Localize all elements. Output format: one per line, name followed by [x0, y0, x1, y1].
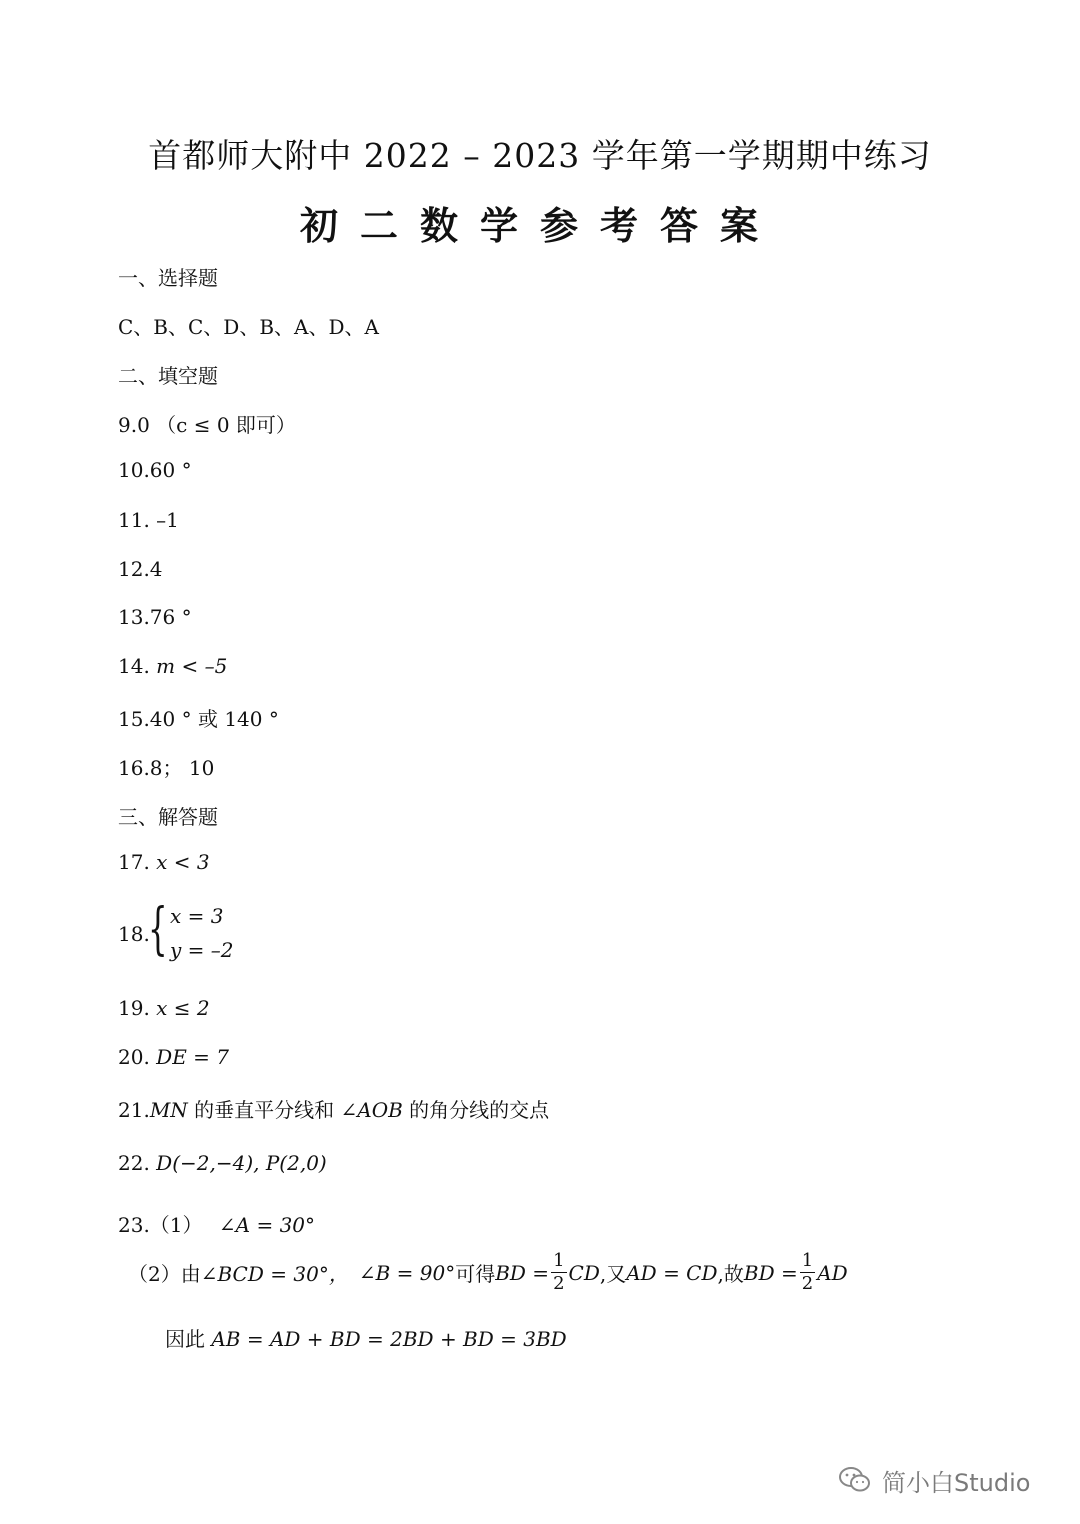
- page-title: 首都师大附中 2022 – 2023 学年第一学期期中练习: [148, 136, 932, 175]
- answer-q14: [118, 654, 227, 678]
- watermark-text: 简小白Studio: [882, 1468, 1031, 1497]
- answer-q18-number: 18.: [118, 922, 150, 946]
- answer-q21-text1: 的垂直平分线和: [187, 1098, 341, 1122]
- answer-q12: 12.4: [118, 557, 163, 581]
- answer-q23-part3-expr: AB = AD + BD = 2BD + BD = 3BD: [211, 1327, 567, 1351]
- answer-q23-part3: [165, 1323, 567, 1352]
- answer-q23-part2-ad: AD: [817, 1260, 848, 1285]
- answer-q11: 11. –1: [118, 508, 179, 532]
- answer-q18-eq2: y = –2: [170, 938, 234, 962]
- answer-q18-eq1: x = 3: [170, 904, 224, 928]
- answer-q19-expr: x ≤ 2: [156, 996, 210, 1020]
- answer-q21-number: 21.: [118, 1098, 150, 1122]
- answer-q23-part2-bcd: ∠BCD = 30°，: [200, 1262, 349, 1286]
- answer-q23-part2: [128, 1252, 848, 1293]
- answer-q23-part2-prefix: （2）由: [128, 1262, 201, 1286]
- fraction-denominator: 2: [553, 1273, 565, 1294]
- answer-q23-part2-text2: ,又: [599, 1262, 627, 1286]
- answer-q19-number: 19.: [118, 996, 150, 1020]
- fraction-one-half-2: [800, 1252, 815, 1293]
- answer-q23-part2-text3: ,故: [717, 1262, 744, 1286]
- watermark: [838, 1460, 1058, 1500]
- answer-q23-part2-adcd: AD = CD: [626, 1260, 718, 1285]
- answer-q20-number: 20.: [118, 1045, 150, 1069]
- answer-q23-part2-text1: 可得: [455, 1262, 496, 1286]
- answer-q23-part2-bd2: BD =: [743, 1260, 798, 1285]
- answer-q17-expr: x < 3: [156, 850, 210, 874]
- answer-q23-part2-bd1: BD =: [495, 1260, 550, 1285]
- fraction-numerator: 1: [553, 1250, 565, 1271]
- answer-q20-expr: DE = 7: [156, 1045, 230, 1069]
- answer-q17: [118, 850, 210, 874]
- wechat-icon: [838, 1465, 872, 1495]
- answer-q21-text2: 的角分线的交点: [402, 1098, 550, 1122]
- answer-q15: 15.40 ° 或 140 °: [118, 707, 279, 731]
- fraction-one-half: [551, 1252, 566, 1293]
- answer-q22-number: 22.: [118, 1151, 150, 1175]
- answer-q10: 10.60 °: [118, 458, 192, 482]
- answer-q9: [118, 409, 296, 438]
- answer-q22-expr: D(−2,−4), P(2,0): [156, 1151, 327, 1175]
- answer-q23-part2-cd: CD: [568, 1260, 600, 1285]
- answer-q14-expr: m < –5: [156, 654, 228, 678]
- answer-q16: 16.8； 10: [118, 756, 215, 780]
- answer-q9-note: （c ≤ 0 即可）: [156, 413, 296, 437]
- section-fill-heading: 二、填空题: [118, 364, 218, 388]
- answer-q14-number: 14.: [118, 654, 150, 678]
- choice-answers: C、B、C、D、B、A、D、A: [118, 315, 379, 339]
- answer-q20: [118, 1045, 229, 1069]
- answer-q13: 13.76 °: [118, 605, 192, 629]
- answer-q23-part1-expr: ∠A = 30°: [218, 1213, 316, 1237]
- answer-q23-part1: [118, 1209, 315, 1238]
- page-subtitle: 初二数学参考答案: [299, 204, 780, 248]
- answer-q23-part2-b: ∠B = 90°: [358, 1260, 456, 1285]
- section-solve-heading: 三、解答题: [118, 805, 218, 829]
- answer-q22: [118, 1151, 327, 1175]
- answer-q23-number: 23.（1）: [118, 1213, 203, 1237]
- fraction-denominator-2: 2: [801, 1273, 814, 1294]
- answer-q21-mn: MN: [149, 1098, 188, 1122]
- answer-q21-angle: ∠AOB: [340, 1098, 403, 1122]
- answer-q21: [118, 1094, 549, 1123]
- left-brace: {: [148, 897, 168, 962]
- answer-q23-part3-prefix: 因此: [165, 1327, 212, 1351]
- answer-q19: [118, 996, 210, 1020]
- answer-q17-number: 17.: [118, 850, 150, 874]
- fraction-numerator-2: 1: [801, 1250, 814, 1271]
- answer-q9-number: 9.0: [118, 413, 150, 437]
- section-choice-heading: 一、选择题: [118, 266, 218, 290]
